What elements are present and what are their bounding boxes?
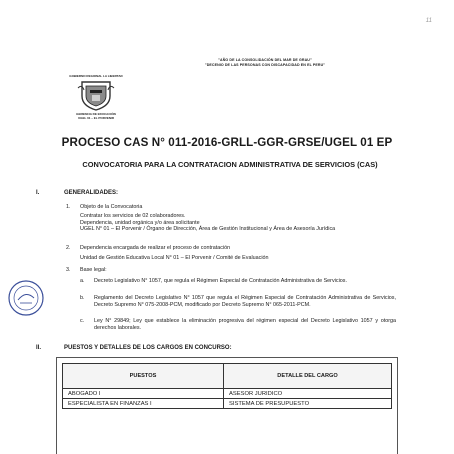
sub-text: Reglamento del Decreto Legislativo N° 1057 que regula el Régimen Especial de Contratación Administrativa de Servicios, Decreto Supremo N° 075-2008-PCM, modificado por Decreto Supremo N° 065-2011-PCM. bbox=[94, 295, 396, 308]
table-cell: ABOGADO I bbox=[63, 389, 224, 399]
item-number: 3. bbox=[66, 267, 71, 273]
sub-letter: b. bbox=[80, 295, 85, 301]
page-mark: 11 bbox=[425, 18, 432, 24]
item-number: 2. bbox=[66, 245, 71, 251]
table-cell: ASESOR JURIDICO bbox=[224, 389, 392, 399]
convocatoria-title: CONVOCATORIA PARA LA CONTRATACION ADMINISTRATIVA DE SERVICIOS (CAS) bbox=[82, 160, 378, 169]
logo-line-1: GERENCIA DE EDUCACIÓN bbox=[76, 112, 116, 116]
sub-letter: a. bbox=[80, 278, 85, 284]
logo-line-2: UGEL 01 – EL PORVENIR bbox=[77, 116, 114, 120]
legal-basis-c bbox=[80, 318, 400, 332]
column-header-detalle: DETALLE DEL CARGO bbox=[224, 364, 392, 389]
table-cell: ESPECIALISTA EN FINANZAS I bbox=[63, 399, 224, 409]
sub-letter: c. bbox=[80, 318, 85, 324]
column-header-puestos: PUESTOS bbox=[63, 364, 224, 389]
item-1-text-1: Contratar los servicios de 02 colaboradores. bbox=[80, 213, 186, 219]
section-1-title: GENERALIDADES: bbox=[64, 190, 119, 196]
item-number: 1. bbox=[66, 204, 71, 210]
logo-title: GOBIERNO REGIONAL LA LIBERTAD bbox=[69, 74, 123, 78]
item-label: Dependencia encargada de realizar el proceso de contratación bbox=[80, 245, 231, 251]
sub-text: Ley N° 29849; Ley que establece la eliminación progresiva del régimen especial del Decreto Legislativo 1057 y otorga derechos laborales. bbox=[94, 318, 396, 331]
header-quote-2: "DECENIO DE LAS PERSONAS CON DISCAPACIDAD EN EL PERU" bbox=[204, 63, 326, 67]
item-3 bbox=[66, 267, 426, 274]
header-quote-1: "AÑO DE LA CONSOLIDACIÓN DEL MAR DE GRAU" bbox=[218, 58, 312, 62]
item-1-text-3: UGEL N° 01 – El Porvenir / Órgano de Dirección, Área de Gestión Institucional y Área de Asesoría Jurídica bbox=[80, 226, 336, 232]
header-quotes bbox=[160, 58, 370, 68]
item-2 bbox=[66, 245, 426, 252]
sub-text: Decreto Legislativo N° 1057, que regula el Régimen Especial de Contratación Administrativa de Servicios. bbox=[94, 278, 347, 284]
section-1-number: I. bbox=[36, 190, 40, 196]
table-row bbox=[63, 389, 392, 399]
table-header-row bbox=[63, 364, 392, 389]
legal-basis-a bbox=[80, 278, 400, 292]
section-2-title: PUESTOS Y DETALLES DE LOS CARGOS EN CONCURSO: bbox=[64, 345, 232, 351]
item-label: Base legal: bbox=[80, 267, 107, 273]
institution-logo bbox=[64, 74, 128, 120]
item-2-text-1: Unidad de Gestión Educativa Local N° 01 – El Porvenir / Comité de Evaluación bbox=[80, 255, 269, 261]
coat-of-arms-icon bbox=[76, 78, 116, 112]
section-2-heading bbox=[36, 345, 416, 353]
process-title: PROCESO CAS N° 011-2016-GRLL-GGR-GRSE/UGEL 01 EP bbox=[61, 136, 393, 149]
table-cell: SISTEMA DE PRESUPUESTO bbox=[224, 399, 392, 409]
item-label: Objeto de la Convocatoria bbox=[80, 204, 143, 210]
section-2-number: II. bbox=[36, 345, 42, 351]
item-1-text-2: Dependencia, unidad orgánica y/o área solicitante bbox=[80, 219, 200, 226]
cargos-table bbox=[62, 363, 392, 409]
table-row bbox=[63, 399, 392, 409]
section-1-heading bbox=[36, 190, 416, 198]
legal-basis-b bbox=[80, 295, 400, 315]
official-stamp-icon bbox=[2, 278, 50, 318]
item-1 bbox=[66, 204, 426, 211]
